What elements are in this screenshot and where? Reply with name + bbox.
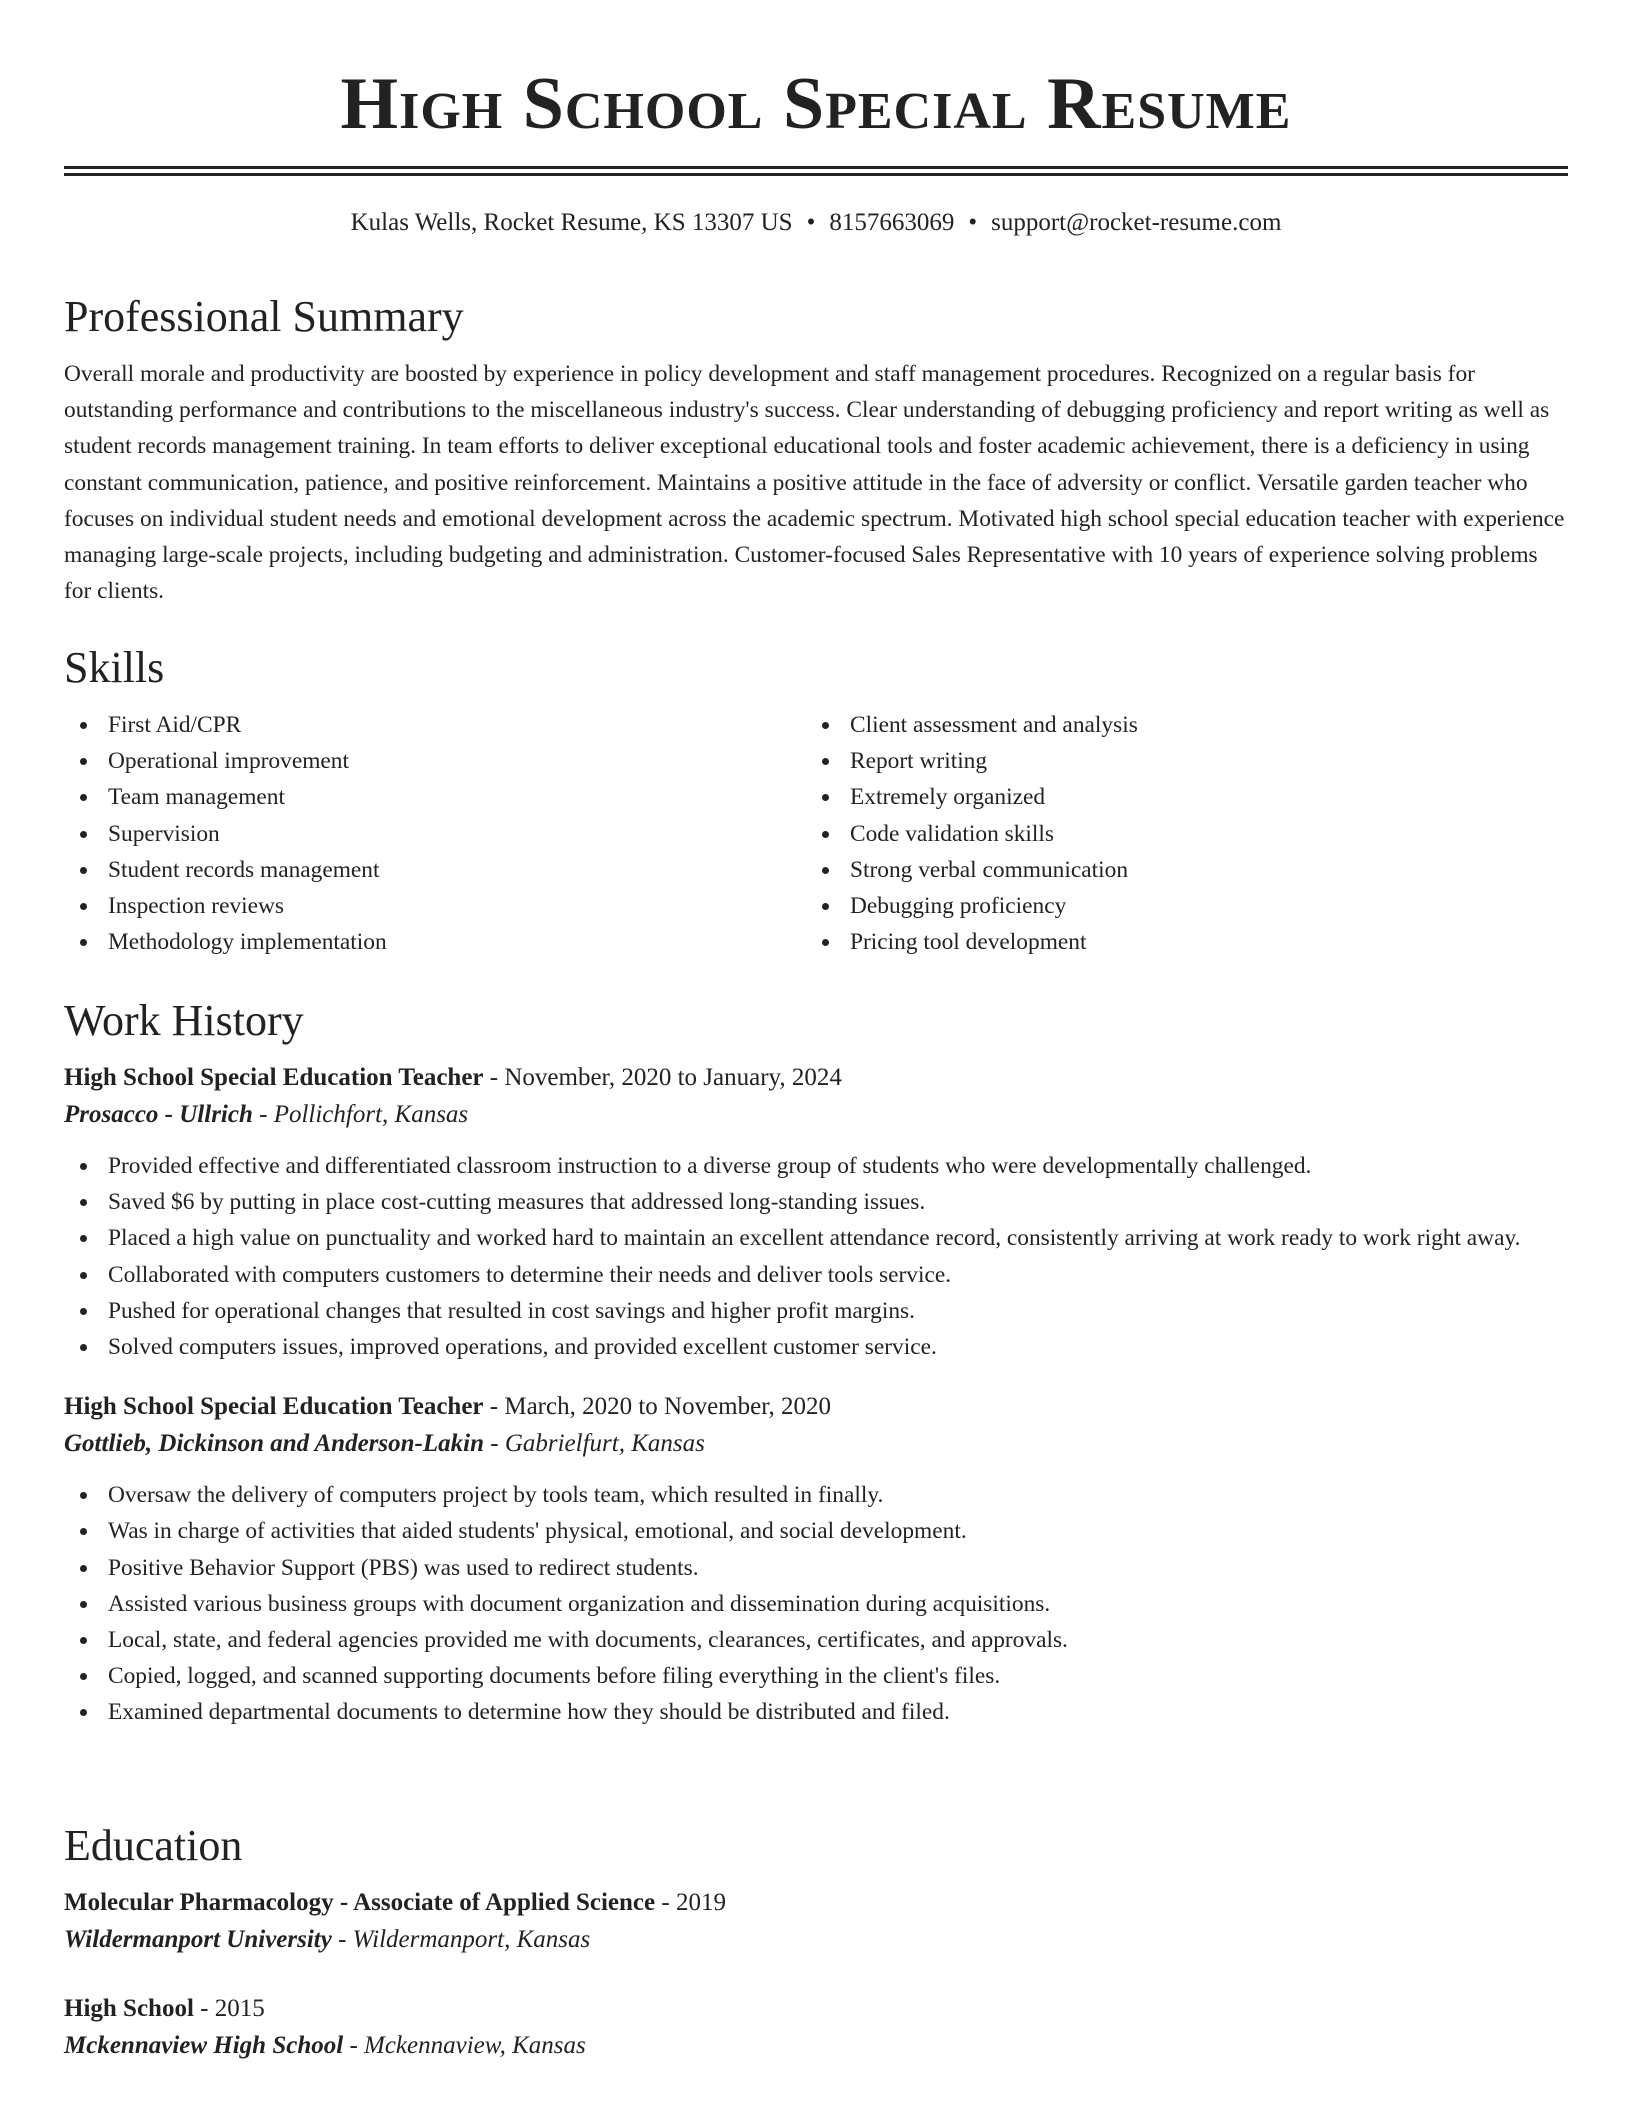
skill-item: Extremely organized — [806, 779, 1548, 815]
job-title-line: High School Special Education Teacher - November, 2020 to January, 2024 — [64, 1064, 842, 1091]
job-bullets — [64, 1477, 1568, 1730]
employer-line: Gottlieb, Dickinson and Anderson-Lakin - Gabrielfurt, Kansas — [64, 1430, 705, 1458]
job-bullet: Solved computers issues, improved operations, and provided excellent customer service. — [64, 1329, 1568, 1365]
job-bullet: Was in charge of activities that aided students' physical, emotional, and social development. — [64, 1513, 1568, 1549]
job-dates: March, 2020 to November, 2020 — [504, 1393, 832, 1421]
skill-item: Report writing — [806, 743, 1548, 779]
skill-item: Code validation skills — [806, 816, 1548, 852]
skill-item: First Aid/CPR — [64, 707, 806, 743]
degree-name: High School — [64, 1995, 194, 2022]
skill-item: Client assessment and analysis — [806, 707, 1548, 743]
contact-separator: • — [806, 209, 816, 236]
job-entry — [64, 1060, 1568, 1365]
employer-location: Gabrielfurt, Kansas — [504, 1430, 705, 1458]
education-entry — [64, 1885, 1568, 1959]
school-location: Mckennaview, Kansas — [364, 2032, 586, 2059]
contact-separator: • — [968, 209, 978, 236]
summary-text: Overall morale and productivity are boosted by experience in policy development and staff management procedures. Recognized on a regular basis for outstanding performance and contributions to the miscellaneous industry's success. Clear understanding of debugging proficiency and report writing as well as student records management training. In team efforts to deliver exceptional educational tools and foster academic achievement, there is a deficiency in using constant communication, patience, and positive reinforcement. Maintains a positive attitude in the face of adversity or conflict. Versatile garden teacher who focuses on individual student needs and emotional development across the academic spectrum. Motivated high school special education teacher with experience managing large-scale projects, including budgeting and administration. Customer-focused Sales Representative with 10 years of experience solving problems for clients. — [64, 361, 1565, 605]
skill-item: Supervision — [64, 816, 806, 852]
skill-item: Inspection reviews — [64, 888, 806, 924]
resume-page — [64, 0, 1568, 2059]
degree-name: Molecular Pharmacology - Associate of Applied Science — [64, 1889, 656, 1916]
degree-year: 2019 — [675, 1889, 726, 1916]
skills-list-left — [64, 707, 806, 960]
education-entry — [64, 1991, 1568, 2065]
employer-line: Prosacco - Ullrich - Pollichfort, Kansas — [64, 1101, 469, 1128]
summary-heading: Professional Summary — [64, 292, 464, 341]
job-title-line: High School Special Education Teacher - March, 2020 to November, 2020 — [64, 1393, 832, 1421]
school-location: Wildermanport, Kansas — [352, 1926, 591, 1953]
job-bullet: Saved $6 by putting in place cost-cutting measures that addressed long-standing issues. — [64, 1184, 1568, 1220]
job-bullet: Copied, logged, and scanned supporting documents before filing everything in the client's files. — [64, 1658, 1568, 1694]
job-bullet: Provided effective and differentiated classroom instruction to a diverse group of students who were developmentally challenged. — [64, 1148, 1568, 1184]
summary-section — [64, 290, 1568, 609]
skills-columns — [64, 707, 1568, 960]
degree-line: Molecular Pharmacology - Associate of Applied Science - 2019 — [64, 1889, 726, 1916]
degree-line: High School - 2015 — [64, 1995, 265, 2022]
skill-item: Strong verbal communication — [806, 852, 1548, 888]
job-entry — [64, 1389, 1568, 1730]
skill-item: Debugging proficiency — [806, 888, 1548, 924]
job-bullet: Assisted various business groups with document organization and dissemination during acquisitions. — [64, 1586, 1568, 1622]
skill-item: Operational improvement — [64, 743, 806, 779]
employer-name: Gottlieb, Dickinson and Anderson-Lakin — [64, 1430, 484, 1458]
employer-location: Pollichfort, Kansas — [273, 1101, 469, 1128]
job-bullet: Oversaw the delivery of computers project by tools team, which resulted in finally. — [64, 1477, 1568, 1513]
title-double-rule — [64, 166, 1568, 176]
school-line: Mckennaview High School - Mckennaview, Kansas — [64, 2032, 586, 2059]
skills-heading: Skills — [64, 643, 165, 692]
contact-line — [64, 206, 1568, 240]
employer-name: Prosacco - Ullrich — [64, 1101, 253, 1128]
contact-phone: 8157663069 — [829, 209, 955, 236]
skill-item: Student records management — [64, 852, 806, 888]
work-history-section — [64, 994, 1568, 1731]
resume-title: High School Special Resume — [340, 63, 1292, 145]
education-heading: Education — [64, 1821, 243, 1870]
job-bullet: Collaborated with computers customers to determine their needs and deliver tools service. — [64, 1257, 1568, 1293]
job-bullet: Local, state, and federal agencies provided me with documents, clearances, certificates, and approvals. — [64, 1622, 1568, 1658]
skills-section — [64, 641, 1568, 960]
school-line: Wildermanport University - Wildermanport, Kansas — [64, 1926, 591, 1953]
skill-item: Team management — [64, 779, 806, 815]
school-name: Wildermanport University — [64, 1926, 332, 1953]
school-name: Mckennaview High School — [64, 2032, 344, 2059]
contact-address: Kulas Wells, Rocket Resume, KS 13307 US — [350, 209, 793, 236]
contact-email: support@rocket-resume.com — [991, 209, 1282, 236]
work-history-heading: Work History — [64, 996, 304, 1045]
job-bullet: Positive Behavior Support (PBS) was used to redirect students. — [64, 1550, 1568, 1586]
job-bullets — [64, 1148, 1568, 1365]
job-title: High School Special Education Teacher — [64, 1393, 484, 1421]
skills-list-right — [806, 707, 1548, 960]
skill-item: Methodology implementation — [64, 924, 806, 960]
job-bullet: Pushed for operational changes that resulted in cost savings and higher profit margins. — [64, 1293, 1568, 1329]
job-bullet: Examined departmental documents to determine how they should be distributed and filed. — [64, 1694, 1568, 1730]
degree-year: 2015 — [214, 1995, 265, 2022]
education-section — [64, 1819, 1568, 2065]
job-bullet: Placed a high value on punctuality and worked hard to maintain an excellent attendance record, consistently arriving at work ready to work right away. — [64, 1220, 1568, 1256]
job-dates: November, 2020 to January, 2024 — [504, 1064, 842, 1091]
job-title: High School Special Education Teacher — [64, 1064, 484, 1091]
skill-item: Pricing tool development — [806, 924, 1548, 960]
